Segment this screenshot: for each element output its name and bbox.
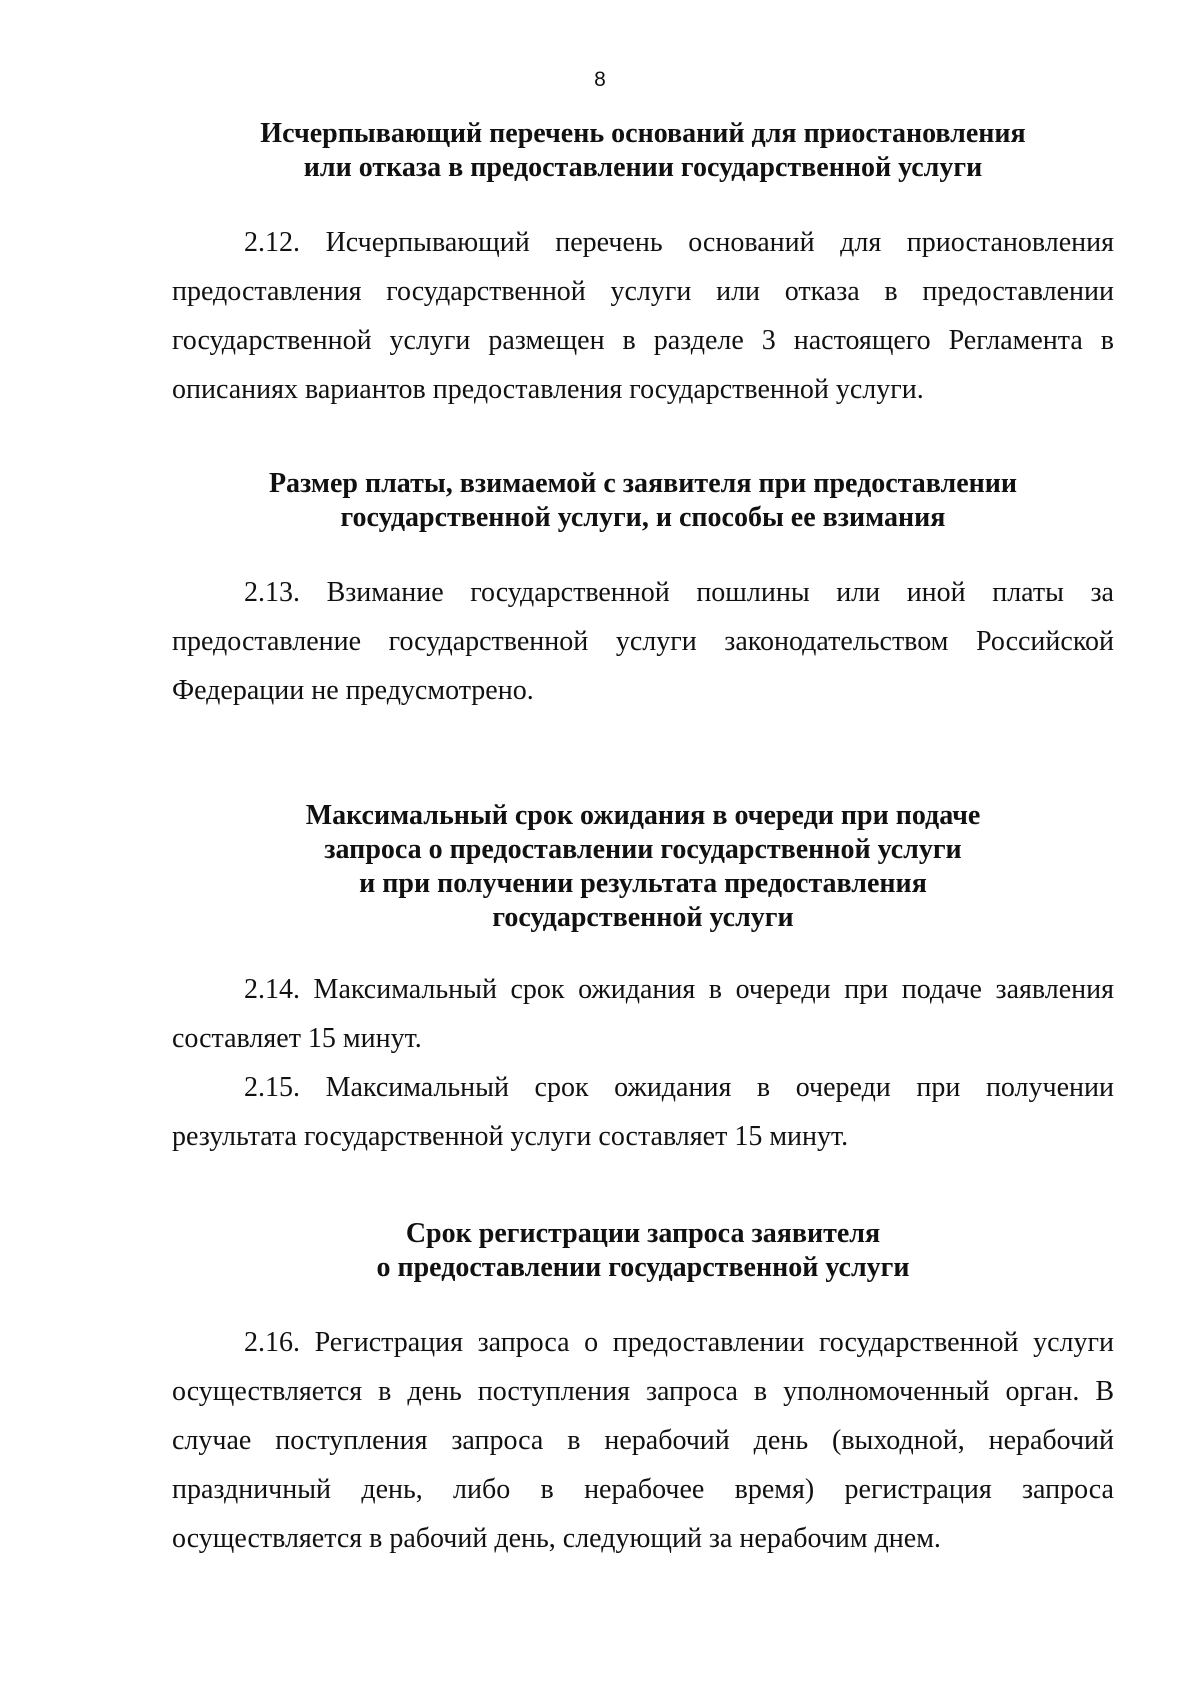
section-heading-registration-term: Срок регистрации запроса заявителя о предоставлении государственной услуги	[376, 1218, 910, 1283]
page-number: 8	[594, 68, 606, 91]
paragraph-2-16: 2.16. Регистрация запроса о предоставлении государственной услуги осуществляется в день поступления запроса в уполномоченный орган. В случае поступления запроса в нерабочий день (выходной, нерабочий праздничный день, либо в нерабочее время) регистрация запроса осуществляется в рабочий день, следующий за нерабочим днем.	[172, 1327, 1114, 1554]
paragraph-2-14: 2.14. Максимальный срок ожидания в очереди при подаче заявления составляет 15 минут.	[172, 974, 1114, 1054]
document-body	[172, 117, 1114, 1563]
paragraph-2-15: 2.15. Максимальный срок ожидания в очереди при получении результата государственной услуги составляет 15 минут.	[172, 1072, 1114, 1152]
section-heading-max-wait-time: Максимальный срок ожидания в очереди при подаче запроса о предоставлении государственной услуги и при получении результата предоставления государственной услуги	[305, 800, 981, 933]
paragraph-2-13: 2.13. Взимание государственной пошлины или иной платы за предоставление государственной услуги законодательством Российской Федерации не предусмотрено.	[172, 577, 1114, 706]
paragraph-2-12: 2.12. Исчерпывающий перечень оснований для приостановления предоставления государственной услуги или отказа в предоставлении государственной услуги размещен в разделе 3 настоящего Регламента в описаниях вариантов предоставления государственной услуги.	[172, 227, 1114, 405]
section-heading-suspension-grounds: Исчерпывающий перечень оснований для приостановления или отказа в предоставлении государственной услуги	[260, 118, 1026, 183]
section-heading-fee: Размер платы, взимаемой с заявителя при предоставлении государственной услуги, и способы ее взимания	[268, 468, 1018, 533]
